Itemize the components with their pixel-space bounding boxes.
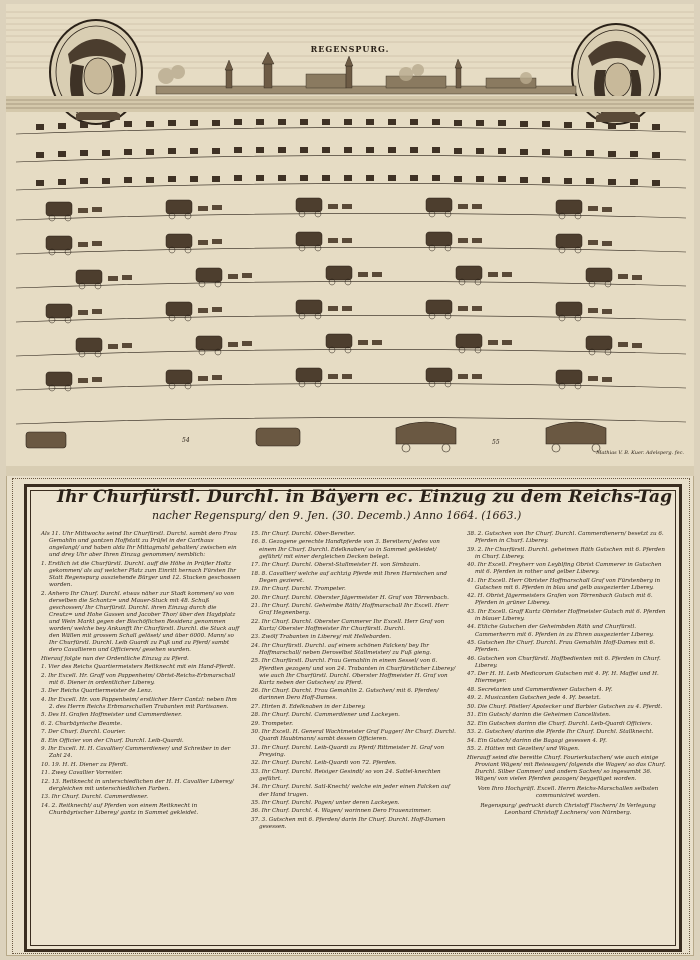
col1-paragraph: 12. 13. Reitknecht in unterschiedlichen der H. H. Cavallier Liberey/ dergleichen mit unterschiedlichen Farben. <box>41 778 234 792</box>
col1-paragraph: 1. Vier des Reichs Quartiermeisters Reitknecht mit ein Hand-Pferdt. <box>41 664 236 671</box>
col1-paragraph: 3. Der Reichs Quartiermeister de Lenz. <box>41 688 153 695</box>
text-column-3 <box>467 531 669 819</box>
document-subtitle: nacher Regenspurg/ den 9. Jen. (30. Decemb.) Anno 1664. (1663.) <box>152 509 522 522</box>
col3-paragraph: 38. 2. Gutschen von Ihr Churf. Durchl. Cammerdienern/ besetzt zu 6. Pferden in Churf. Liberey. <box>467 531 664 545</box>
col2-paragraph: 28. Ihr Churf. Durchl. Cammerdiener und Lackeyen. <box>251 712 400 719</box>
col3-paragraph: 46. Gutschen von Churfürstl. Hoffbedienten mit 6. Pferden in Churf. Liberey. <box>467 655 661 669</box>
col1-paragraph: 10. 19. H. H. Diener zu Pferdt. <box>41 761 128 768</box>
col2-paragraph: 17. Ihr Churf. Durchl. Oberst-Stallmeister H. von Simbzain. <box>251 562 421 569</box>
col1-paragraph: 2. Ihr Excell. Hr. Graff von Pappenheim/ Obrist-Reichs-Erbmarschall mit 6. Diener in ordentlicher Liberey. <box>41 672 236 686</box>
col1-paragraph: Als 11. Uhr Mittwochs seind Ihr Churfürstl. Durchl. sambt dero Frau Gemahlin und gantzen Hoffstatt zu Prüfel in der Carthaus angelangt/ und haben alda Ihr Mittagmahl gehalten/ zwischen ein und drey Uhr aber Ihren Einzug genommen/ nemblich: <box>41 531 237 559</box>
col2-paragraph: 32. Ihr Churf. Durchl. Leib-Quardi von 72. Pferden. <box>251 760 397 767</box>
col1-paragraph: 13. Ihr Churf. Durchl. Cammerdiener. <box>41 794 149 801</box>
col1-paragraph: 5. Des H. Grafen Hoffmeister und Cammerdiener. <box>41 712 182 719</box>
col1-paragraph: 7. Der Churf. Durchl. Courier. <box>41 729 126 736</box>
city-skyline <box>156 52 576 94</box>
col3-paragraph: 50. Die Churf. Pöstler/ Apotecker und Barbier Gutschen zu 4. Pferdt. <box>467 703 663 710</box>
col2-paragraph: 25. Ihr Churfürstl. Durchl. Frau Gemahlin in einem Sessel/ von 6. Pferdten gezogen/ und von 24. Trabanten in Churfürstlicher Liberey/ wie auch Ihr Churfürstl. Durchl. Oberster Hoffmeister H. Graf von Kurtz neben der Gutschen/ zu Pferd. <box>251 658 456 686</box>
col2-paragraph: 27. Hirten 8. Edelknaben in der Liberey. <box>251 703 366 710</box>
communication-note: Vom Ihro Hochgräfl. Excell. Herrn Reichs-Marschallen selbsten communiciret worden. <box>477 786 659 800</box>
col3-paragraph: 44. Etliche Gutschen der Geheimbden Räth und Churfürstl. Cammerherrn mit 6. Pferden in zu Ehren ausgezierter Liberey. <box>467 624 654 638</box>
col2-paragraph: 26. Ihr Churf. Durchl. Frau Gemahlin 2. Gutschen/ mit 6. Pferden/ darinnen Dero Hoff-Dames. <box>251 688 439 702</box>
carriages <box>46 198 612 391</box>
col2-paragraph: 15. Ihr Churf. Durchl. Ober-Bereiter. <box>251 531 355 537</box>
col3-paragraph: 52. Ein Gutschen darinn die Churf. Durchl. Leib-Quardi Officiers. <box>467 720 653 727</box>
col1-paragraph: 8. Ein Officier von der Churf. Durchl. Leib-Quardi. <box>41 737 184 744</box>
procession-engraving <box>6 4 694 476</box>
col2-paragraph: 24. Ihr Churfürstl. Durchl. auf einem schönen Falcken/ bey Ihr Hoffmarschall/ neben Deroselbst Stallmeister/ zu Fuß gieng. <box>251 642 432 656</box>
col1-paragraph: Hierauf folgte nun der Ordentliche Einzug zu Pferd. <box>41 655 189 662</box>
col3-paragraph: 40. Ihr Excell. Freyherr von Leyblfing Obrist Cammerer in Gutschen mit 6. Pferden in rother und gelber Liberey. <box>467 562 662 576</box>
col1-paragraph: 9. Ihr Excell. H. H. Cavallier/ Cammerdiener/ und Schreiber in der Zahl 24. <box>41 746 231 760</box>
col2-paragraph: 37. 3. Gutschen mit 6. Pferden/ darin Ihr Churf. Durchl. Hoff-Damen gesessen. <box>251 816 446 831</box>
col3-paragraph: 45. Gutschen Ihr Churf. Durchl. Frau Gemahlin Hoff-Dames mit 6. Pferden. <box>467 640 655 654</box>
printer-imprint: Regenspurg/ gedruckt durch Christoff Fischern/ In Verlegung Leonhard Christoff Lochners/ von Nürnberg. <box>480 803 656 817</box>
col3-paragraph: 48. Secretarien und Cammerdiener Gutschen 4. Pf. <box>467 686 613 693</box>
col1-paragraph: 6. 2. Churbäyrische Beamte. <box>41 720 123 727</box>
broadsheet-page <box>6 4 694 956</box>
text-panel <box>24 484 682 952</box>
horse-teams <box>78 204 642 383</box>
col3-paragraph: 47. Der H. H. Leib Medicorum Gutschen mit 4. Pf. H. Maffei und H. Hiermeyer. <box>467 671 659 685</box>
text-column-1 <box>41 531 241 819</box>
document-title: Ihr Churfürstl. Durchl. in Bäyern ec. Einzug zu dem Reichs-Tag <box>57 487 673 507</box>
col2-paragraph: 21. Ihr Churf. Durchl. Geheimbe Räth/ Hoffmarschall Ihr Excell. Herr Graf Hegnenberg. <box>251 603 449 617</box>
col2-paragraph: 22. Ihr Churf. Durchl. Oberster Cammerer Ihr Excell. Herr Graf von Kurtz/ Oberster Hoffmeister Ihr Churfürstl. Durchl. <box>251 618 445 632</box>
col2-paragraph: 35. Ihr Churf. Durchl. Pagen/ unter deren Lackeyen. <box>251 800 400 806</box>
col2-paragraph: 31. Ihr Churf. Durchl. Leib-Quardi zu Pferd/ Rittmeister H. Graf von Preysing. <box>251 744 445 758</box>
col2-paragraph: 29. Trompeter. <box>251 720 294 727</box>
col2-paragraph: 33. Ihr Churf. Durchl. Reisiger Gesindt/ so von 24. Sattel-knechten geführt. <box>251 768 441 782</box>
col3-paragraph: 41. Ihr Excell. Herr Obrister Hoffmarschall Graf von Fürstenberg in Gutschen mit 6. Pferden in blau und gelb ausgezierter Liberey. <box>467 577 661 591</box>
col2-paragraph: 23. Zwölf Trabanten in Liberey/ mit Hellebarden. <box>251 634 391 641</box>
col3-paragraph: 55. 2. Hütten mit Gezelten/ und Wagen. <box>467 746 580 753</box>
col3-paragraph: 49. 2. Musicanten Gutschen jede 4. Pf. besetzt. <box>467 695 601 702</box>
text-column-2 <box>251 531 457 833</box>
city-name-label: REGENSPURG. <box>310 44 390 54</box>
col3-paragraph: 39. 2. Ihr Churfürstl. Durchl. geheimen Räth Gutschen mit 6. Pferden in Churf. Liberey. <box>467 546 665 560</box>
col2-paragraph: 18. 8. Cavallier/ welche auf achtzig Pferde mit Ihren Harnischen und Degen gezieret. <box>251 570 447 584</box>
col3-paragraph: 51. Ein Gutsch/ darinn die Geheimen Cancellisten. <box>467 712 611 719</box>
col3-paragraph: 43. Ihr Excell. Graff Kurtz Obrister Hoffmeister Gutsch mit 6. Pferden in blauer Liberey. <box>467 608 666 622</box>
col2-paragraph: 20. Ihr Churf. Durchl. Oberster Jägermeister H. Graf von Törrenbach. <box>251 594 449 601</box>
col1-paragraph: 1. Erstlich ist die Churfürstl. Durchl. auff die Höhe in Prüfler Holtz gekommen/ als auf welcher Platz zum Einritt hernach Fürsten Ihr Statt Regenspurg ausziehende Bürger und 12. Stucken geschossen worden. <box>41 560 241 589</box>
col2-paragraph: 19. Ihr Churf. Durchl. Trompeter. <box>251 586 346 593</box>
col1-paragraph: 2. Anhero Ihr Churf. Durchl. etwas näher zur Stadt kommen/ so von derselben die Schantz= und Mauer-Stuck mit 48. Schuß geschossen/ Ihr Churfürstl. Durchl. ihren Einzug durch die Creutz= und Hohe Gassen und Jacober Thor/ über den Haydplatz und Wein Markt gegen der Bischöflichen Residenz genommen worden/ welche bey Ankunfft Ihr Churfürstl. Durchl. die Stuck auff den Wällen mit grossem Schall gelöset/ und über 6000. Mann/ so Ihr Churfürstl. Durchl. Leib Guardi zu Fuß und zu Pferd/ sambt dero Cavallieren und Officieren/ gesehen wurden. <box>41 590 240 654</box>
procession-number-55: 55 <box>492 439 500 446</box>
col2-paragraph: 16. 8. Gezogene gerechte Handtpferde von 3. Bereitern/ jedes von einem Ihr Churf. Durchl. Edelknaben/ so in Sammet gekleidet/ geführt/ mit einer dergleichen Decken belegt. <box>251 539 440 560</box>
col1-paragraph: 14. 2. Reitknecht/ auf Pferden von einem Reitknecht in Churbäyrischer Liberey/ gantz in Sammet gekleidet. <box>41 802 199 817</box>
col3-paragraph: 42. H. Obrist Jägermeisters Grafen von Törrenbach Gutsch mit 6. Pferden in grüner Liberey. <box>467 593 653 607</box>
col3-paragraph: 53. 2. Gutschen/ darinn die Pferde Ihr Churf. Durchl. Stallknecht. <box>467 729 654 736</box>
col1-paragraph: 11. Zwey Cavallier Vorreiter. <box>41 770 123 777</box>
col2-paragraph: 34. Ihr Churf. Durchl. Satl-Knecht/ welche ein jeder einen Falcken auf der Hand trugen. <box>251 784 451 798</box>
col2-paragraph: 36. Ihr Churf. Durchl. 4. Wagen/ worinnen Dero Frauenzimmer. <box>251 808 432 815</box>
col1-paragraph: 4. Ihr Excell. Hr. von Pappenheim/ erstlicher Herr Cantzl: neben Ihm 2. des Herrn Reichs Erbmarschallen Trabanten mit Partisanen. <box>41 696 237 710</box>
col3-paragraph: Hierauff seind die bereitte Churf. Fourierkutschen/ wie auch einige Proviant Wägen/ mit Reiswagen/ folgends die Wagen/ so das Churf. Durchl. Silber Cammer/ und andern Sachen/ so ingesambt 36. Wägen/ von vielen Pferden gezogen/ beygefüget worden. <box>467 754 666 782</box>
engraving-illustration <box>6 4 694 476</box>
procession-number-54: 54 <box>182 437 190 444</box>
col3-paragraph: 54. Ein Gutsch/ darinn die Bagagi gesessen 4. Pf. <box>467 737 607 744</box>
engraver-signature: Mathias V. B. Kuer. Adelsperg. fec. <box>596 450 684 456</box>
bottom-wagons <box>26 422 606 452</box>
col2-paragraph: 30. Ihr Excell. H. General Wachtmeister Graf Fugger/ Ihr Churf. Durchl. Quardi Haubtmann/ sambt dessen Officieren. <box>251 729 456 743</box>
